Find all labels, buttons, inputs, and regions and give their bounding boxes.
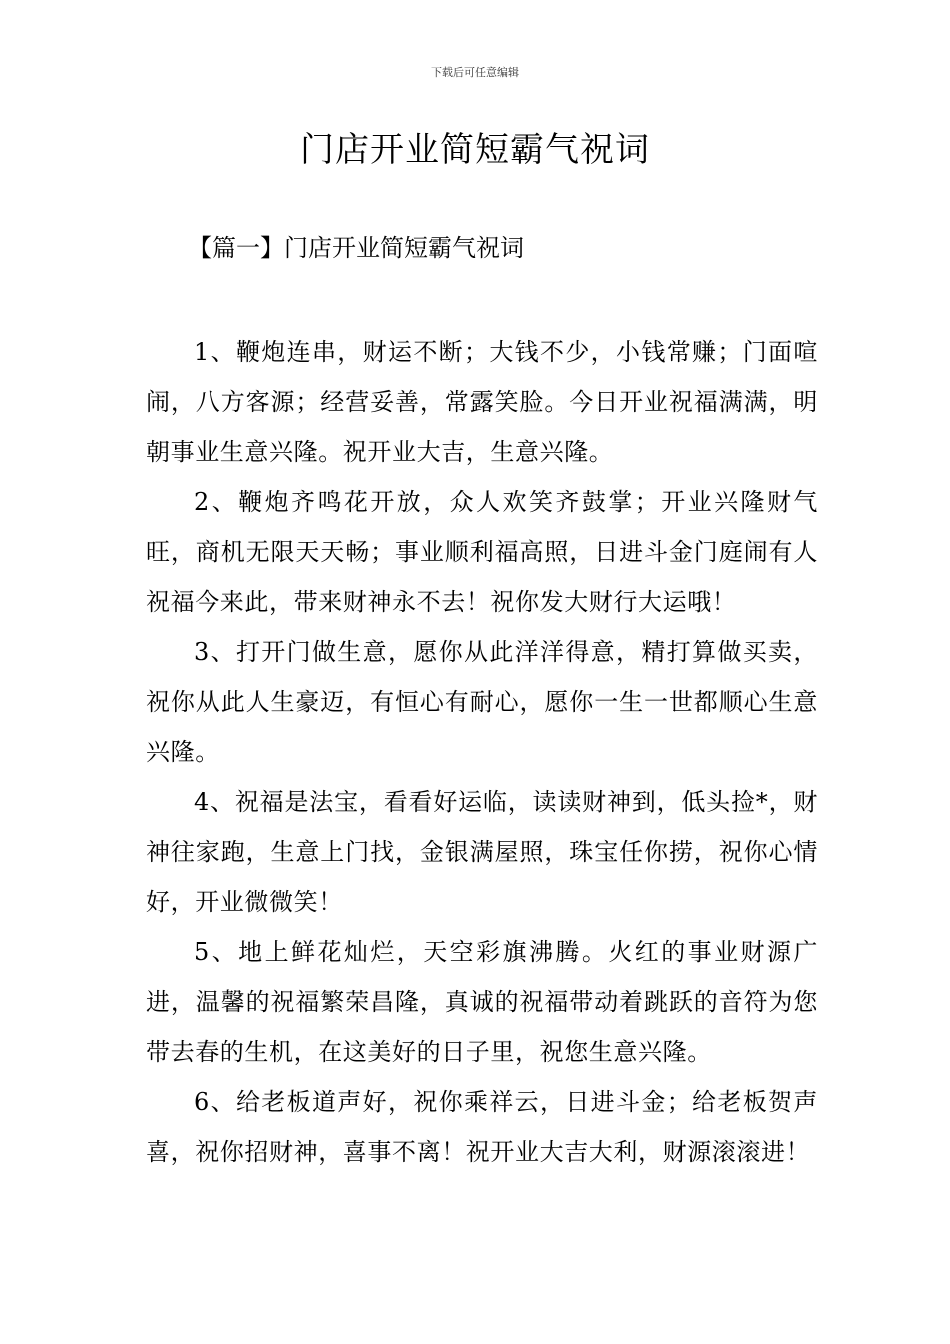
paragraph-5: 5、地上鲜花灿烂，天空彩旗沸腾。火红的事业财源广进，温馨的祝福繁荣昌隆，真诚的祝福带动着跳跃的音符为您带去春的生机，在这美好的日子里，祝您生意兴隆。 [146, 938, 818, 1066]
paragraph-4: 4、祝福是法宝，看看好运临，读读财神到，低头捡*，财神往家跑，生意上门找，金银满屋照，珠宝任你捞，祝你心情好，开业微微笑！ [146, 788, 818, 916]
paragraph-3: 3、打开门做生意，愿你从此洋洋得意，精打算做买卖，祝你从此人生豪迈，有恒心有耐心，愿你一生一世都顺心生意兴隆。 [146, 638, 818, 766]
paragraph-2: 2、鞭炮齐鸣花开放，众人欢笑齐鼓掌；开业兴隆财气旺，商机无限天天畅；事业顺利福高照，日进斗金门庭闹有人祝福今来此，带来财神永不去！祝你发大财行大运哦！ [146, 488, 818, 616]
document-body [146, 327, 818, 1177]
document-title: 门店开业简短霸气祝词 [300, 130, 650, 170]
paragraph-1: 1、鞭炮连串，财运不断；大钱不少，小钱常赚；门面喧闹，八方客源；经营妥善，常露笑脸。今日开业祝福满满，明朝事业生意兴隆。祝开业大吉，生意兴隆。 [146, 338, 818, 466]
paragraph-6: 6、给老板道声好，祝你乘祥云，日进斗金；给老板贺声喜，祝你招财神，喜事不离！祝开业大吉大利，财源滚滚进！ [146, 1088, 818, 1166]
section-heading: 【篇一】门店开业简短霸气祝词 [188, 234, 524, 262]
page-header-note: 下载后可任意编辑 [431, 66, 519, 79]
